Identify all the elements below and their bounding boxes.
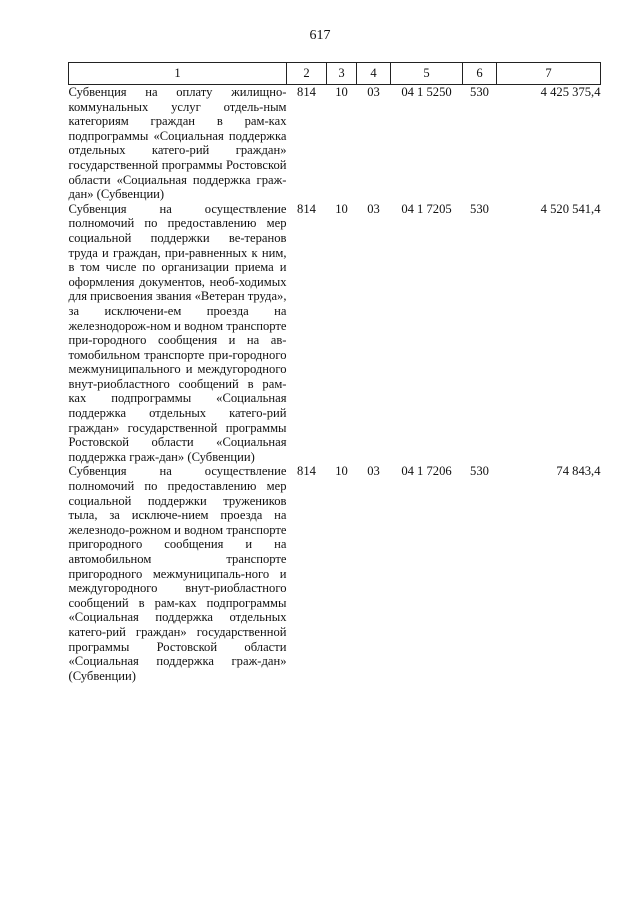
row-description: Субвенция на осуществление полномочий по предоставлению мер социальной поддержки тружеников тыла, за исключе-нием проезда на железнодо-рожном и водном транспорте пригородного сообщения и на автомобильном транспорте пригородного межмуниципаль-ного и междугородного внут-риобластного сообщений в рам-ках подпрограммы «Социальная поддержка отдельных катего-рий граждан» государственной программы Ростовской области «Социальная поддержка граж-дан» (Субвенции)	[68, 464, 287, 683]
table-row	[69, 202, 601, 465]
page-number: 617	[309, 28, 331, 43]
column-header-4: 4	[357, 63, 391, 85]
row-description: Субвенция на осуществление полномочий по предоставлению мер социальной поддержки ве-теранов труда и граждан, при-равненных к ним, в том числе по организации приема и оформления документов, необ-ходимых для присвоения звания «Ветеран труда», за исключени-ем проезда на железнодорож-ном и водном транспорте при-городного сообщения и на ав-томобильном транспорте при-городного межмуниципального и междугородного внут-риобластного сообщений в рам-ках подпрограммы «Социальная поддержка отдельных катего-рий граждан» государственной программы Ростовской области «Социальная поддержка граж-дан» (Субвенции)	[68, 201, 287, 464]
budget-table	[68, 62, 601, 683]
column-header-5: 5	[391, 63, 463, 85]
row-amount: 4 425 375,4	[540, 85, 601, 99]
table-row	[69, 464, 601, 683]
column-header-7: 7	[497, 63, 601, 85]
column-header-6: 6	[463, 63, 497, 85]
row-subsection-code: 03	[367, 464, 380, 479]
row-section-code: 10	[335, 201, 348, 216]
row-subsection-code: 03	[367, 201, 380, 216]
row-section-code: 10	[335, 464, 348, 479]
row-expense-type: 530	[470, 464, 489, 479]
row-ministry-code: 814	[297, 464, 316, 479]
row-target-article: 04 1 7206	[401, 464, 452, 479]
row-target-article: 04 1 5250	[401, 85, 452, 99]
row-ministry-code: 814	[297, 201, 316, 216]
header-row	[69, 63, 601, 85]
table-row	[69, 85, 601, 202]
column-header-3: 3	[327, 63, 357, 85]
row-subsection-code: 03	[367, 85, 380, 99]
row-section-code: 10	[335, 85, 348, 99]
row-description: Субвенция на оплату жилищно-коммунальных услуг отдель-ным категориям граждан в рам-ках подпрограммы «Социальная поддержка отдельных катего-рий граждан» государственной программы Ростовской области «Социальная поддержка граж-дан» (Субвенции)	[68, 85, 287, 202]
row-expense-type: 530	[470, 85, 489, 99]
row-amount: 4 520 541,4	[540, 201, 601, 216]
row-ministry-code: 814	[297, 85, 316, 99]
row-expense-type: 530	[470, 201, 489, 216]
column-header-1: 1	[69, 63, 287, 85]
row-target-article: 04 1 7205	[401, 201, 452, 216]
row-amount: 74 843,4	[556, 464, 601, 479]
column-header-2: 2	[287, 63, 327, 85]
